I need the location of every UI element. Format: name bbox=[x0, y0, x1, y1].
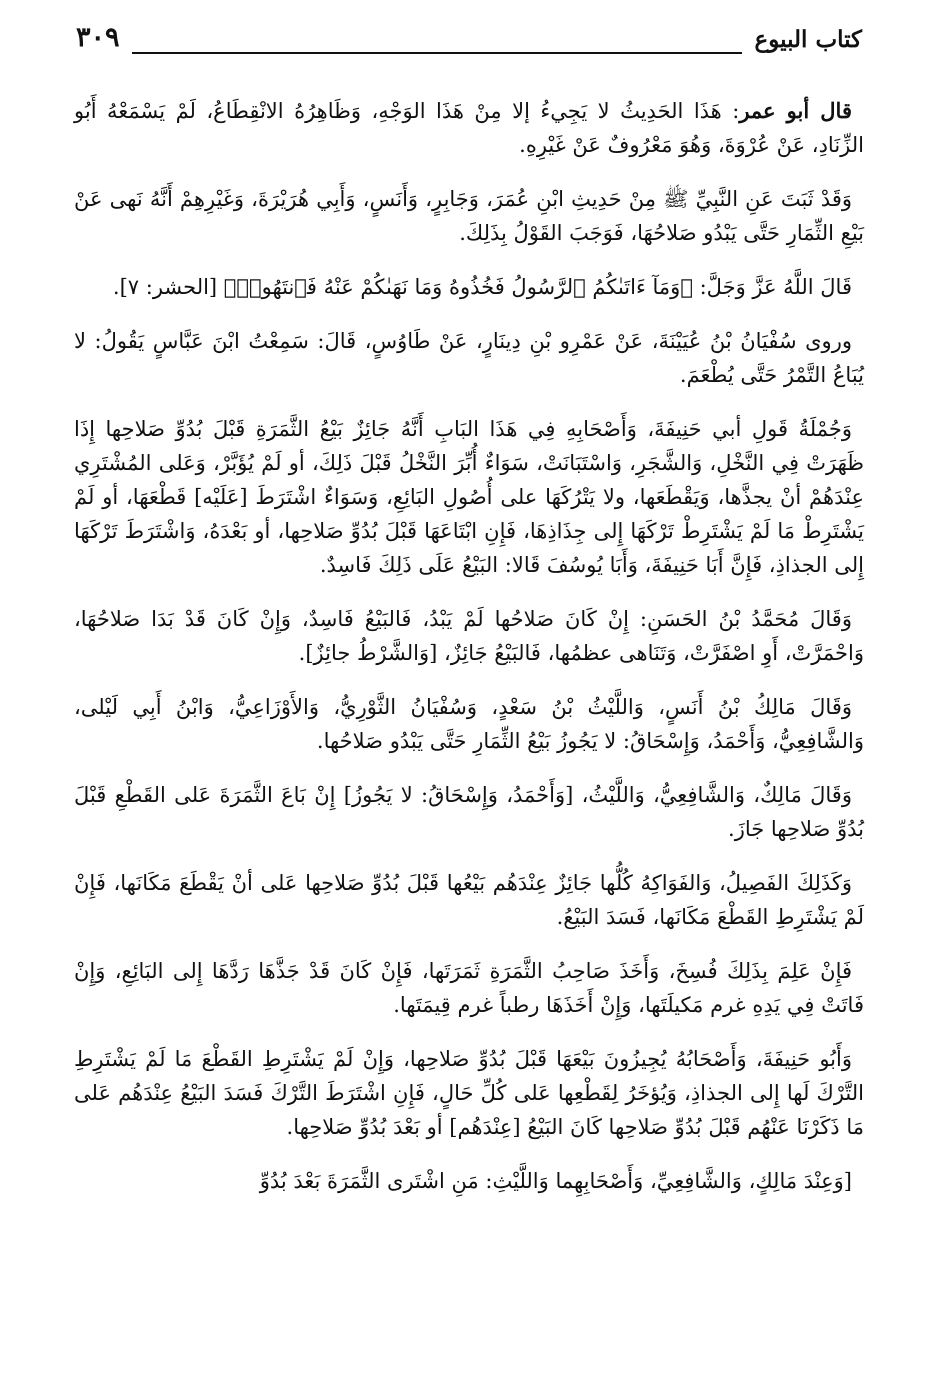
paragraph-text: وَقَالَ مُحَمَّدُ بْنُ الحَسَنِ: إِنْ كَانَ صَلاحُها لَمْ يَبْدُ، فَالبَيْعُ فَاسِدٌ، وَإِنْ كَانَ قَدْ بَدَا صَلاحُهَا، وَاحْمَرَّتْ، أَوِ اصْفَرَّتْ، وَتَنَاهى عظمُها، فَالبَيْعُ جَائِزٌ، [وَالشَّرْطُ جائِزٌ]. bbox=[74, 607, 864, 665]
header-rule bbox=[132, 52, 742, 54]
paragraph-text: وَكَذَلِكَ الفَصِيلُ، وَالفَوَاكِهُ كُلُّها جَائِزٌ عِنْدَهُم بَيْعُها قَبْلَ بُدُوِّ صَلاحِها عَلى أنْ يَقْطَعَ مَكَانَها، فَإِنْ لَمْ يَشْتَرِطِ القَطْعَ مَكَانَها، فَسَدَ البَيْعُ. bbox=[74, 871, 864, 929]
paragraph-lead: قال أبو عمر bbox=[739, 98, 852, 123]
paragraph bbox=[74, 412, 864, 582]
paragraph bbox=[74, 324, 864, 392]
paragraph bbox=[74, 270, 864, 304]
paragraph-text: وَقَدْ ثَبَتَ عَنِ النَّبِيِّ ﷺ مِنْ حَدِيثِ ابْنِ عُمَرَ، وَجَابِرٍ، وَأَنَسٍ، وَأَبِي هُرَيْرَةَ، وَغَيْرِهِمْ أَنَّهُ نَهى عَنْ بَيْعِ الثِّمَارِ حَتَّى يَبْدُو صَلاحُهَا، فَوَجَبَ القَوْلُ بِذَلِكَ. bbox=[74, 187, 864, 245]
paragraph-text: : هَذَا الحَدِيثُ لا يَجِيءُ إلا مِنْ هَذَا الوَجْهِ، وَظَاهِرُهُ الانْقِطَاعُ، لَمْ يَسْمَعْهُ أَبُو الزِّنَادِ، عَنْ عُرْوَةَ، وَهُوَ مَعْرُوفٌ عَنْ غَيْرِهِ. bbox=[74, 99, 864, 157]
paragraph bbox=[74, 1164, 864, 1198]
paragraph bbox=[74, 690, 864, 758]
paragraph bbox=[74, 1042, 864, 1144]
paragraph-text: وَأَبُو حَنِيفَةَ، وَأَصْحَابُهُ يُجِيزُونَ بَيْعَهَا قَبْلَ بُدُوِّ صَلاحِها، وَإِنْ لَمْ يَشْتَرِطِ القَطْعَ مَا لَمْ يَشْتَرِطِ التَّرْكَ لَها إِلى الجذاذِ، وَيُؤخَرُ لِقَطْعِها عَلى كُلِّ حَالٍ، فَإِنِ اشْتَرَطَ التَّرْكَ فَسَدَ البَيْعُ عِنْدَهُم عَلى مَا ذَكَرْنَا عَنْهُم قَبْلَ بُدُوِّ صَلاحِها كَانَ البَيْعُ [عِنْدَهُم] أو بَعْدَ بُدُوِّ صَلاحِها. bbox=[74, 1047, 864, 1139]
book-title: كتاب البيوع bbox=[754, 26, 862, 53]
paragraph-text: وروى سُفْيَانُ بْنُ عُيَيْنَةَ، عَنْ عَمْرِو بْنِ دِينَارٍ، عَنْ طَاوُسٍ، قَالَ: سَمِعْتُ ابْنَ عَبَّاسٍ يَقُولُ: لا يُبَاعُ التَّمْرُ حَتَّى يُطْعَمَ. bbox=[74, 329, 864, 387]
paragraph-text: وَقَالَ مَالِكٌ، وَالشَّافِعِيُّ، وَاللَّيْثُ، [وَأَحْمَدُ، وَإِسْحَاقُ: لا يَجُوزُ] إِنْ بَاعَ الثَّمَرَةَ عَلى القَطْعِ قَبْلَ بُدُوِّ صَلاحِها جَازَ. bbox=[74, 783, 864, 841]
page-body bbox=[74, 94, 864, 1218]
paragraph-text: [وَعِنْدَ مَالِكٍ، وَالشَّافِعِيِّ، وَأَصْحَابِهِما وَاللَّيْثِ: مَنِ اشْتَرى الثَّمَرَةَ بَعْدَ بُدُوِّ bbox=[259, 1169, 852, 1193]
page-header bbox=[72, 22, 862, 64]
paragraph-text: فَإِنْ عَلِمَ بِذَلِكَ فُسِخَ، وَأَخَذَ صَاحِبُ الثَّمَرَةِ ثَمَرَتَها، فَإِنْ كَانَ قَدْ جَذَّهَا رَدَّهَا إِلى البَائِعِ، وَإِنْ فَاتَتْ فِي يَدِهِ غرم مَكيلَتَها، وَإِنْ أَخَذَهَا رطباً غرم قِيمَتَها. bbox=[74, 959, 864, 1017]
paragraph-text: وَقَالَ مَالِكُ بْنُ أَنَسٍ، وَاللَّيْثُ بْنُ سَعْدٍ، وَسُفْيَانُ الثَّوْرِيُّ، وَالأَوْزَاعِيُّ، وَابْنُ أَبِي لَيْلى، وَالشَّافِعِيُّ، وَأَحْمَدُ، وَإِسْحَاقُ: لا يَجُوزُ بَيْعُ الثِّمَارِ حَتَّى يَبْدُو صَلاحُها. bbox=[74, 695, 864, 753]
paragraph bbox=[74, 182, 864, 250]
paragraph bbox=[74, 94, 864, 162]
page-number: ٣٠٩ bbox=[76, 22, 120, 53]
paragraph bbox=[74, 866, 864, 934]
paragraph-text: وَجُمْلَةُ قَولِ أبي حَنِيفَةَ، وَأَصْحَابِهِ فِي هَذَا البَابِ أَنَّهُ جَائِزٌ بَيْعُ الثَّمَرَةِ قَبْلَ بُدُوِّ صَلاحِها إِذَا ظَهَرَتْ فِي النَّخْلِ، وَالشَّجَرِ، وَاسْتَبَانَتْ، سَوَاءٌ أُبِّرَ النَّخْلُ قَبْلَ ذَلِكَ، أو لَمْ يُؤَبَّرْ، وَعَلى المُشْتَرِي عِنْدَهُمْ أنْ يجذَّها، وَيَقْطَعَها، ولا يَتْرُكَهَا على أُصُولِ البَائِعِ، وَسَوَاءٌ اشْتَرَطَ [عَلَيْه] قَطْعَهَا، أو لَمْ يَشْتَرِطْ مَا لَمْ يَشْتَرِطْ تَرْكَهَا إِلى جِذَاذِهَا، فَإِنِ ابْتَاعَهَا قَبْلَ بُدُوِّ صَلاحِها، أو بَعْدَهُ، وَاشْتَرَطَ تَرْكَهَا إِلى الجذاذِ، فَإِنَّ أَبَا حَنِيفَةَ، وَأَبَا يُوسُفَ قَالا: البَيْعُ عَلَى ذَلِكَ فَاسِدٌ. bbox=[74, 417, 864, 577]
paragraph bbox=[74, 954, 864, 1022]
paragraph bbox=[74, 778, 864, 846]
paragraph bbox=[74, 602, 864, 670]
paragraph-text: قَالَ اللَّهُ عَزَّ وَجَلَّ: ﴿وَمَآ ءَاتَىٰكُمُ ٱلرَّسُولُ فَخُذُوهُ وَمَا نَهَىٰكُمْ عَنْهُ فَٱنتَهُوا۟﴾ [الحشر: ٧]. bbox=[112, 275, 852, 299]
